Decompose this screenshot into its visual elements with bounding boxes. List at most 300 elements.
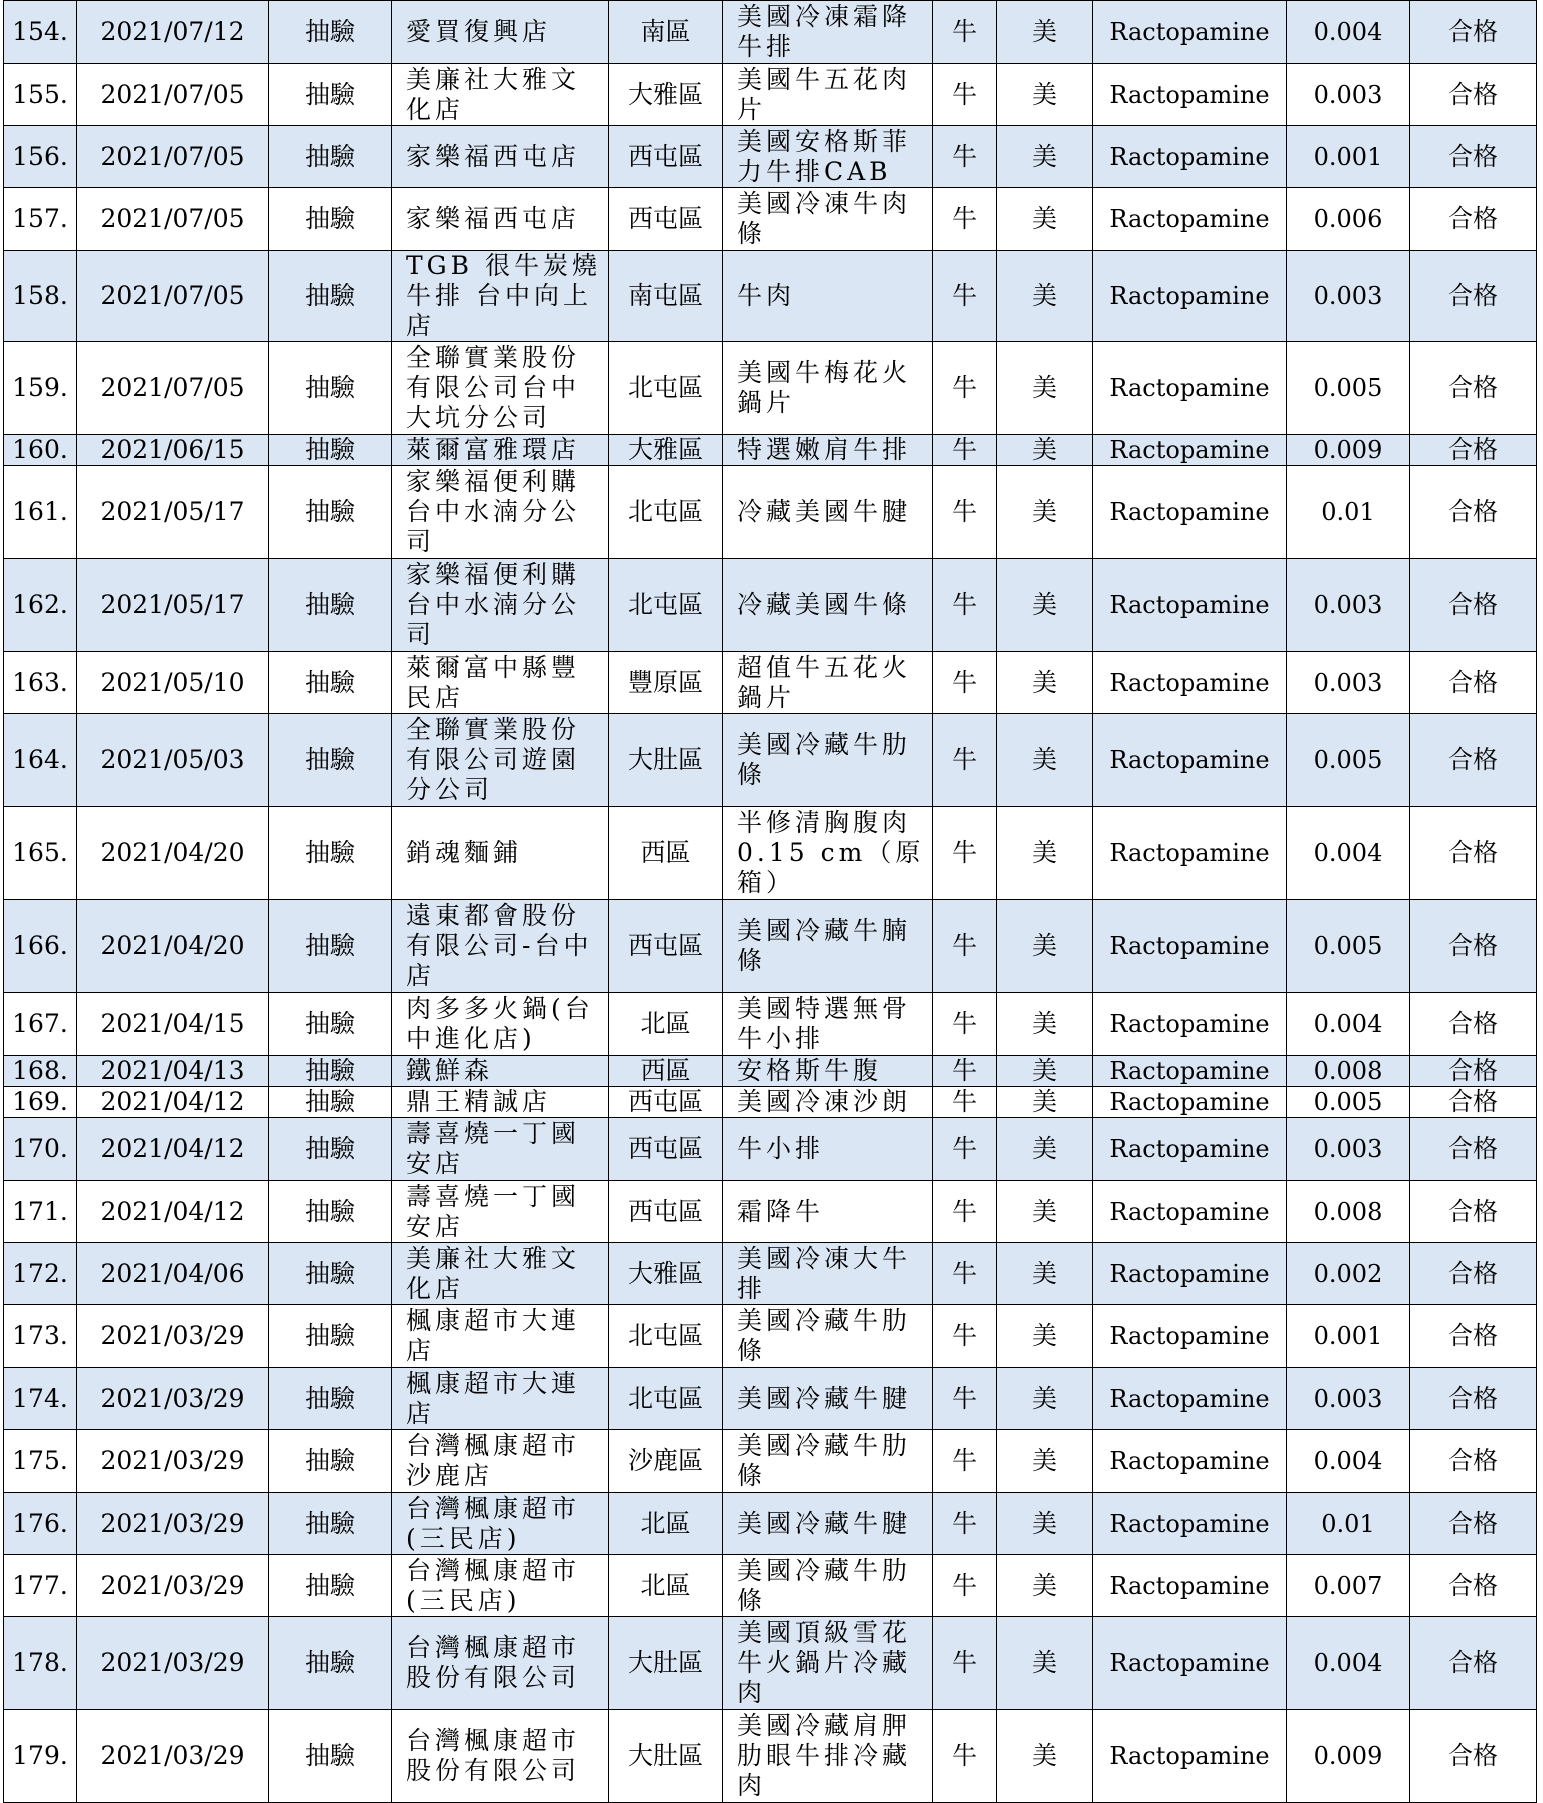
table-row xyxy=(4,1181,1537,1243)
test-result-cell: 合格 xyxy=(1410,126,1537,188)
test-result-cell: 合格 xyxy=(1410,1087,1537,1118)
product-name-cell: 美國冷藏牛肋條 xyxy=(723,714,933,807)
test-result-cell: 合格 xyxy=(1410,1710,1537,1803)
sample-date-cell: 2021/07/05 xyxy=(77,342,269,435)
origin-country-cell: 美 xyxy=(997,993,1093,1056)
origin-country-cell: 美 xyxy=(997,559,1093,652)
residue-value-cell: 0.005 xyxy=(1287,714,1410,807)
drug-name-cell: Ractopamine xyxy=(1093,1305,1287,1368)
species-cell: 牛 xyxy=(933,900,997,993)
product-name-cell: 美國冷藏牛腱 xyxy=(723,1368,933,1430)
product-name-cell: 特選嫩肩牛排 xyxy=(723,435,933,466)
species-cell: 牛 xyxy=(933,342,997,435)
residue-value-cell: 0.003 xyxy=(1287,559,1410,652)
residue-value-cell: 0.001 xyxy=(1287,126,1410,188)
district-cell: 西屯區 xyxy=(609,1181,723,1243)
sample-date-cell: 2021/07/05 xyxy=(77,64,269,126)
drug-name-cell: Ractopamine xyxy=(1093,1493,1287,1555)
drug-name-cell: Ractopamine xyxy=(1093,435,1287,466)
table-row xyxy=(4,1305,1537,1368)
store-name-cell: 愛買復興店 xyxy=(392,1,609,64)
species-cell: 牛 xyxy=(933,1181,997,1243)
residue-value-cell: 0.003 xyxy=(1287,64,1410,126)
table-row xyxy=(4,1493,1537,1555)
row-number-cell: 171. xyxy=(4,1181,77,1243)
store-name-cell: 家樂福便利購台中水湳分公司 xyxy=(392,466,609,559)
row-number-cell: 164. xyxy=(4,714,77,807)
drug-name-cell: Ractopamine xyxy=(1093,559,1287,652)
origin-country-cell: 美 xyxy=(997,251,1093,342)
district-cell: 西區 xyxy=(609,807,723,900)
drug-name-cell: Ractopamine xyxy=(1093,1118,1287,1181)
district-cell: 大肚區 xyxy=(609,714,723,807)
origin-country-cell: 美 xyxy=(997,1617,1093,1710)
sample-date-cell: 2021/04/12 xyxy=(77,1118,269,1181)
sample-date-cell: 2021/04/20 xyxy=(77,807,269,900)
origin-country-cell: 美 xyxy=(997,1710,1093,1803)
row-number-cell: 173. xyxy=(4,1305,77,1368)
origin-country-cell: 美 xyxy=(997,900,1093,993)
test-result-cell: 合格 xyxy=(1410,559,1537,652)
sample-date-cell: 2021/04/15 xyxy=(77,993,269,1056)
row-number-cell: 169. xyxy=(4,1087,77,1118)
table-row xyxy=(4,559,1537,652)
species-cell: 牛 xyxy=(933,1710,997,1803)
row-number-cell: 168. xyxy=(4,1056,77,1087)
product-name-cell: 美國牛梅花火鍋片 xyxy=(723,342,933,435)
inspection-type-cell: 抽驗 xyxy=(269,714,392,807)
store-name-cell: 美廉社大雅文化店 xyxy=(392,64,609,126)
table-row xyxy=(4,900,1537,993)
product-name-cell: 半修清胸腹肉 0.15 cm（原箱） xyxy=(723,807,933,900)
residue-value-cell: 0.004 xyxy=(1287,1,1410,64)
district-cell: 大雅區 xyxy=(609,435,723,466)
table-row xyxy=(4,435,1537,466)
store-name-cell: 美廉社大雅文化店 xyxy=(392,1243,609,1305)
row-number-cell: 165. xyxy=(4,807,77,900)
test-result-cell: 合格 xyxy=(1410,1493,1537,1555)
district-cell: 豐原區 xyxy=(609,652,723,714)
drug-name-cell: Ractopamine xyxy=(1093,1243,1287,1305)
species-cell: 牛 xyxy=(933,1118,997,1181)
row-number-cell: 161. xyxy=(4,466,77,559)
residue-value-cell: 0.01 xyxy=(1287,466,1410,559)
row-number-cell: 178. xyxy=(4,1617,77,1710)
table-row xyxy=(4,1056,1537,1087)
table-row xyxy=(4,1118,1537,1181)
test-result-cell: 合格 xyxy=(1410,1118,1537,1181)
store-name-cell: 萊爾富雅環店 xyxy=(392,435,609,466)
district-cell: 沙鹿區 xyxy=(609,1430,723,1493)
origin-country-cell: 美 xyxy=(997,1181,1093,1243)
product-name-cell: 安格斯牛腹 xyxy=(723,1056,933,1087)
table-row xyxy=(4,1,1537,64)
row-number-cell: 167. xyxy=(4,993,77,1056)
test-result-cell: 合格 xyxy=(1410,1368,1537,1430)
species-cell: 牛 xyxy=(933,251,997,342)
table-row xyxy=(4,1368,1537,1430)
row-number-cell: 163. xyxy=(4,652,77,714)
residue-value-cell: 0.007 xyxy=(1287,1555,1410,1617)
district-cell: 西屯區 xyxy=(609,1118,723,1181)
product-name-cell: 美國冷凍牛肉條 xyxy=(723,188,933,251)
row-number-cell: 172. xyxy=(4,1243,77,1305)
species-cell: 牛 xyxy=(933,1305,997,1368)
store-name-cell: 遠東都會股份有限公司-台中店 xyxy=(392,900,609,993)
origin-country-cell: 美 xyxy=(997,435,1093,466)
residue-value-cell: 0.001 xyxy=(1287,1305,1410,1368)
product-name-cell: 超值牛五花火鍋片 xyxy=(723,652,933,714)
residue-value-cell: 0.004 xyxy=(1287,1430,1410,1493)
store-name-cell: 台灣楓康超市股份有限公司 xyxy=(392,1710,609,1803)
test-result-cell: 合格 xyxy=(1410,1617,1537,1710)
sample-date-cell: 2021/04/20 xyxy=(77,900,269,993)
sample-date-cell: 2021/05/17 xyxy=(77,559,269,652)
test-result-cell: 合格 xyxy=(1410,188,1537,251)
product-name-cell: 美國冷凍霜降牛排 xyxy=(723,1,933,64)
table-row xyxy=(4,126,1537,188)
origin-country-cell: 美 xyxy=(997,1368,1093,1430)
product-name-cell: 美國冷藏牛肋條 xyxy=(723,1305,933,1368)
sample-date-cell: 2021/06/15 xyxy=(77,435,269,466)
drug-name-cell: Ractopamine xyxy=(1093,1056,1287,1087)
sample-date-cell: 2021/07/05 xyxy=(77,126,269,188)
product-name-cell: 美國冷藏牛腩條 xyxy=(723,900,933,993)
species-cell: 牛 xyxy=(933,1555,997,1617)
inspection-type-cell: 抽驗 xyxy=(269,64,392,126)
product-name-cell: 冷藏美國牛腱 xyxy=(723,466,933,559)
test-result-cell: 合格 xyxy=(1410,652,1537,714)
row-number-cell: 154. xyxy=(4,1,77,64)
sample-date-cell: 2021/07/05 xyxy=(77,188,269,251)
test-result-cell: 合格 xyxy=(1410,714,1537,807)
district-cell: 北屯區 xyxy=(609,466,723,559)
table-row xyxy=(4,1710,1537,1803)
row-number-cell: 156. xyxy=(4,126,77,188)
sample-date-cell: 2021/05/17 xyxy=(77,466,269,559)
store-name-cell: 家樂福西屯店 xyxy=(392,126,609,188)
drug-name-cell: Ractopamine xyxy=(1093,714,1287,807)
species-cell: 牛 xyxy=(933,188,997,251)
inspection-type-cell: 抽驗 xyxy=(269,1430,392,1493)
table-row xyxy=(4,1430,1537,1493)
inspection-type-cell: 抽驗 xyxy=(269,1118,392,1181)
residue-value-cell: 0.005 xyxy=(1287,342,1410,435)
table-row xyxy=(4,1087,1537,1118)
species-cell: 牛 xyxy=(933,1493,997,1555)
residue-value-cell: 0.003 xyxy=(1287,251,1410,342)
row-number-cell: 170. xyxy=(4,1118,77,1181)
inspection-type-cell: 抽驗 xyxy=(269,1368,392,1430)
drug-name-cell: Ractopamine xyxy=(1093,1087,1287,1118)
origin-country-cell: 美 xyxy=(997,714,1093,807)
sample-date-cell: 2021/04/12 xyxy=(77,1181,269,1243)
sample-date-cell: 2021/03/29 xyxy=(77,1493,269,1555)
inspection-type-cell: 抽驗 xyxy=(269,993,392,1056)
drug-name-cell: Ractopamine xyxy=(1093,342,1287,435)
row-number-cell: 157. xyxy=(4,188,77,251)
row-number-cell: 177. xyxy=(4,1555,77,1617)
product-name-cell: 美國冷藏牛腱 xyxy=(723,1493,933,1555)
inspection-type-cell: 抽驗 xyxy=(269,1710,392,1803)
test-result-cell: 合格 xyxy=(1410,251,1537,342)
inspection-type-cell: 抽驗 xyxy=(269,1493,392,1555)
origin-country-cell: 美 xyxy=(997,1,1093,64)
district-cell: 西區 xyxy=(609,1056,723,1087)
origin-country-cell: 美 xyxy=(997,342,1093,435)
store-name-cell: 銷魂麵鋪 xyxy=(392,807,609,900)
sample-date-cell: 2021/03/29 xyxy=(77,1555,269,1617)
drug-name-cell: Ractopamine xyxy=(1093,1430,1287,1493)
product-name-cell: 美國冷藏牛肋條 xyxy=(723,1430,933,1493)
origin-country-cell: 美 xyxy=(997,1555,1093,1617)
product-name-cell: 美國安格斯菲力牛排CAB xyxy=(723,126,933,188)
species-cell: 牛 xyxy=(933,1087,997,1118)
store-name-cell: 台灣楓康超市(三民店) xyxy=(392,1555,609,1617)
test-result-cell: 合格 xyxy=(1410,435,1537,466)
species-cell: 牛 xyxy=(933,559,997,652)
test-result-cell: 合格 xyxy=(1410,466,1537,559)
row-number-cell: 174. xyxy=(4,1368,77,1430)
drug-name-cell: Ractopamine xyxy=(1093,1,1287,64)
district-cell: 西屯區 xyxy=(609,126,723,188)
store-name-cell: 全聯實業股份有限公司台中大坑分公司 xyxy=(392,342,609,435)
species-cell: 牛 xyxy=(933,993,997,1056)
sample-date-cell: 2021/03/29 xyxy=(77,1710,269,1803)
product-name-cell: 牛肉 xyxy=(723,251,933,342)
store-name-cell: 鼎王精誠店 xyxy=(392,1087,609,1118)
store-name-cell: 楓康超市大連店 xyxy=(392,1368,609,1430)
species-cell: 牛 xyxy=(933,466,997,559)
row-number-cell: 158. xyxy=(4,251,77,342)
residue-value-cell: 0.003 xyxy=(1287,652,1410,714)
store-name-cell: 鐵鮮森 xyxy=(392,1056,609,1087)
drug-name-cell: Ractopamine xyxy=(1093,1617,1287,1710)
district-cell: 西屯區 xyxy=(609,188,723,251)
inspection-type-cell: 抽驗 xyxy=(269,466,392,559)
sample-date-cell: 2021/03/29 xyxy=(77,1430,269,1493)
table-row xyxy=(4,652,1537,714)
species-cell: 牛 xyxy=(933,1617,997,1710)
origin-country-cell: 美 xyxy=(997,1087,1093,1118)
species-cell: 牛 xyxy=(933,1243,997,1305)
store-name-cell: 家樂福便利購台中水湳分公司 xyxy=(392,559,609,652)
drug-name-cell: Ractopamine xyxy=(1093,1555,1287,1617)
table-row xyxy=(4,993,1537,1056)
test-result-cell: 合格 xyxy=(1410,807,1537,900)
drug-name-cell: Ractopamine xyxy=(1093,993,1287,1056)
inspection-type-cell: 抽驗 xyxy=(269,1181,392,1243)
species-cell: 牛 xyxy=(933,807,997,900)
drug-name-cell: Ractopamine xyxy=(1093,807,1287,900)
species-cell: 牛 xyxy=(933,435,997,466)
origin-country-cell: 美 xyxy=(997,1243,1093,1305)
inspection-type-cell: 抽驗 xyxy=(269,435,392,466)
row-number-cell: 175. xyxy=(4,1430,77,1493)
origin-country-cell: 美 xyxy=(997,1118,1093,1181)
residue-value-cell: 0.003 xyxy=(1287,1118,1410,1181)
inspection-type-cell: 抽驗 xyxy=(269,900,392,993)
store-name-cell: 楓康超市大連店 xyxy=(392,1305,609,1368)
residue-value-cell: 0.009 xyxy=(1287,435,1410,466)
store-name-cell: TGB 很牛炭燒牛排 台中向上店 xyxy=(392,251,609,342)
sample-date-cell: 2021/07/05 xyxy=(77,251,269,342)
row-number-cell: 155. xyxy=(4,64,77,126)
species-cell: 牛 xyxy=(933,1056,997,1087)
product-name-cell: 美國特選無骨牛小排 xyxy=(723,993,933,1056)
drug-name-cell: Ractopamine xyxy=(1093,64,1287,126)
inspection-results-table xyxy=(3,0,1537,1803)
sample-date-cell: 2021/04/12 xyxy=(77,1087,269,1118)
inspection-type-cell: 抽驗 xyxy=(269,1305,392,1368)
store-name-cell: 台灣楓康超市(三民店) xyxy=(392,1493,609,1555)
drug-name-cell: Ractopamine xyxy=(1093,251,1287,342)
district-cell: 北區 xyxy=(609,1555,723,1617)
store-name-cell: 萊爾富中縣豐民店 xyxy=(392,652,609,714)
test-result-cell: 合格 xyxy=(1410,1430,1537,1493)
test-result-cell: 合格 xyxy=(1410,1056,1537,1087)
inspection-type-cell: 抽驗 xyxy=(269,1617,392,1710)
table-row xyxy=(4,1243,1537,1305)
table-row xyxy=(4,1555,1537,1617)
species-cell: 牛 xyxy=(933,1368,997,1430)
species-cell: 牛 xyxy=(933,714,997,807)
origin-country-cell: 美 xyxy=(997,1305,1093,1368)
inspection-type-cell: 抽驗 xyxy=(269,1056,392,1087)
row-number-cell: 159. xyxy=(4,342,77,435)
origin-country-cell: 美 xyxy=(997,466,1093,559)
store-name-cell: 台灣楓康超市股份有限公司 xyxy=(392,1617,609,1710)
test-result-cell: 合格 xyxy=(1410,1181,1537,1243)
table-row xyxy=(4,714,1537,807)
residue-value-cell: 0.005 xyxy=(1287,900,1410,993)
origin-country-cell: 美 xyxy=(997,126,1093,188)
drug-name-cell: Ractopamine xyxy=(1093,1368,1287,1430)
store-name-cell: 肉多多火鍋(台中進化店) xyxy=(392,993,609,1056)
product-name-cell: 美國冷藏牛肋條 xyxy=(723,1555,933,1617)
test-result-cell: 合格 xyxy=(1410,1555,1537,1617)
table-row xyxy=(4,64,1537,126)
product-name-cell: 牛小排 xyxy=(723,1118,933,1181)
sample-date-cell: 2021/03/29 xyxy=(77,1368,269,1430)
test-result-cell: 合格 xyxy=(1410,1243,1537,1305)
residue-value-cell: 0.005 xyxy=(1287,1087,1410,1118)
district-cell: 大雅區 xyxy=(609,1243,723,1305)
table-row xyxy=(4,188,1537,251)
species-cell: 牛 xyxy=(933,64,997,126)
row-number-cell: 179. xyxy=(4,1710,77,1803)
product-name-cell: 美國冷凍大牛排 xyxy=(723,1243,933,1305)
origin-country-cell: 美 xyxy=(997,188,1093,251)
residue-value-cell: 0.002 xyxy=(1287,1243,1410,1305)
drug-name-cell: Ractopamine xyxy=(1093,466,1287,559)
district-cell: 北區 xyxy=(609,993,723,1056)
table-row xyxy=(4,807,1537,900)
residue-value-cell: 0.004 xyxy=(1287,993,1410,1056)
inspection-type-cell: 抽驗 xyxy=(269,1087,392,1118)
product-name-cell: 美國牛五花肉片 xyxy=(723,64,933,126)
sample-date-cell: 2021/07/12 xyxy=(77,1,269,64)
test-result-cell: 合格 xyxy=(1410,64,1537,126)
origin-country-cell: 美 xyxy=(997,1430,1093,1493)
district-cell: 北屯區 xyxy=(609,342,723,435)
test-result-cell: 合格 xyxy=(1410,1305,1537,1368)
origin-country-cell: 美 xyxy=(997,652,1093,714)
sample-date-cell: 2021/04/06 xyxy=(77,1243,269,1305)
district-cell: 南屯區 xyxy=(609,251,723,342)
product-name-cell: 冷藏美國牛條 xyxy=(723,559,933,652)
inspection-type-cell: 抽驗 xyxy=(269,251,392,342)
sample-date-cell: 2021/05/10 xyxy=(77,652,269,714)
residue-value-cell: 0.004 xyxy=(1287,1617,1410,1710)
residue-value-cell: 0.01 xyxy=(1287,1493,1410,1555)
district-cell: 大肚區 xyxy=(609,1617,723,1710)
species-cell: 牛 xyxy=(933,652,997,714)
sample-date-cell: 2021/04/13 xyxy=(77,1056,269,1087)
origin-country-cell: 美 xyxy=(997,807,1093,900)
inspection-type-cell: 抽驗 xyxy=(269,652,392,714)
residue-value-cell: 0.008 xyxy=(1287,1181,1410,1243)
test-result-cell: 合格 xyxy=(1410,993,1537,1056)
product-name-cell: 美國頂級雪花牛火鍋片冷藏肉 xyxy=(723,1617,933,1710)
origin-country-cell: 美 xyxy=(997,64,1093,126)
product-name-cell: 霜降牛 xyxy=(723,1181,933,1243)
drug-name-cell: Ractopamine xyxy=(1093,900,1287,993)
inspection-type-cell: 抽驗 xyxy=(269,342,392,435)
drug-name-cell: Ractopamine xyxy=(1093,1181,1287,1243)
sample-date-cell: 2021/03/29 xyxy=(77,1617,269,1710)
residue-value-cell: 0.003 xyxy=(1287,1368,1410,1430)
inspection-type-cell: 抽驗 xyxy=(269,1555,392,1617)
inspection-type-cell: 抽驗 xyxy=(269,559,392,652)
table-row xyxy=(4,342,1537,435)
origin-country-cell: 美 xyxy=(997,1056,1093,1087)
test-result-cell: 合格 xyxy=(1410,1,1537,64)
sample-date-cell: 2021/03/29 xyxy=(77,1305,269,1368)
product-name-cell: 美國冷凍沙朗 xyxy=(723,1087,933,1118)
product-name-cell: 美國冷藏肩胛肋眼牛排冷藏肉 xyxy=(723,1710,933,1803)
test-result-cell: 合格 xyxy=(1410,342,1537,435)
store-name-cell: 家樂福西屯店 xyxy=(392,188,609,251)
residue-value-cell: 0.008 xyxy=(1287,1056,1410,1087)
row-number-cell: 166. xyxy=(4,900,77,993)
drug-name-cell: Ractopamine xyxy=(1093,126,1287,188)
species-cell: 牛 xyxy=(933,1,997,64)
row-number-cell: 160. xyxy=(4,435,77,466)
store-name-cell: 壽喜燒一丁國安店 xyxy=(392,1118,609,1181)
row-number-cell: 162. xyxy=(4,559,77,652)
species-cell: 牛 xyxy=(933,126,997,188)
row-number-cell: 176. xyxy=(4,1493,77,1555)
table-body xyxy=(4,1,1537,1803)
test-result-cell: 合格 xyxy=(1410,900,1537,993)
district-cell: 北屯區 xyxy=(609,1305,723,1368)
inspection-type-cell: 抽驗 xyxy=(269,1,392,64)
inspection-type-cell: 抽驗 xyxy=(269,807,392,900)
drug-name-cell: Ractopamine xyxy=(1093,652,1287,714)
table-row xyxy=(4,1617,1537,1710)
table-row xyxy=(4,251,1537,342)
drug-name-cell: Ractopamine xyxy=(1093,1710,1287,1803)
district-cell: 北區 xyxy=(609,1493,723,1555)
store-name-cell: 壽喜燒一丁國安店 xyxy=(392,1181,609,1243)
district-cell: 西屯區 xyxy=(609,1087,723,1118)
residue-value-cell: 0.009 xyxy=(1287,1710,1410,1803)
residue-value-cell: 0.004 xyxy=(1287,807,1410,900)
store-name-cell: 全聯實業股份有限公司遊園分公司 xyxy=(392,714,609,807)
district-cell: 大肚區 xyxy=(609,1710,723,1803)
district-cell: 北屯區 xyxy=(609,559,723,652)
